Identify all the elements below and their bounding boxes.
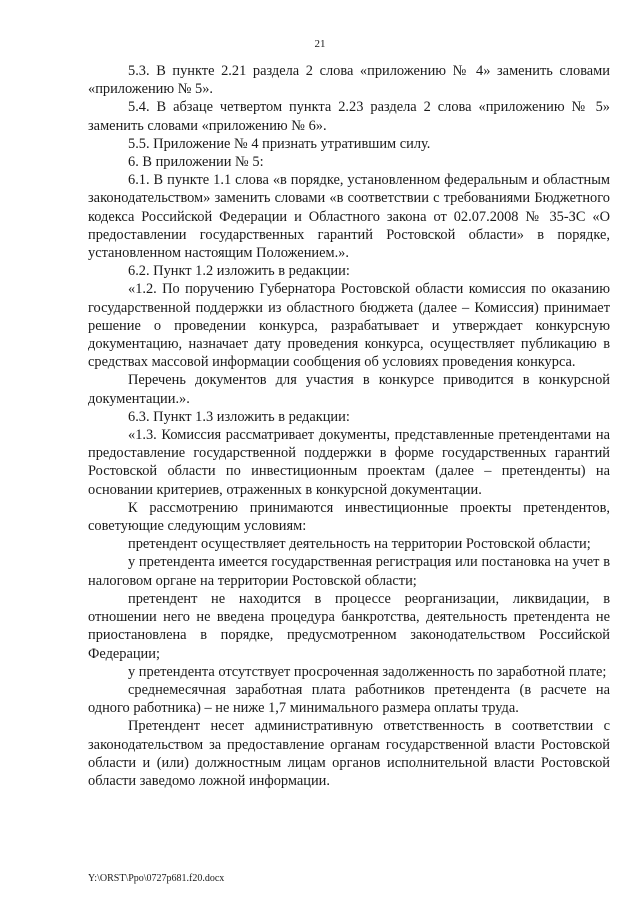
paragraph-6-2: 6.2. Пункт 1.2 изложить в редакции:: [128, 263, 350, 280]
paragraph-5-5: 5.5. Приложение № 4 признать утратившим силу.: [128, 135, 431, 152]
paragraph-6: 6. В приложении № 5:: [128, 154, 264, 171]
paragraph-conditions-intro: К рассмотрению принимаются инвестиционные проекты претендентов, советующие следующим условиям:: [88, 499, 610, 535]
paragraph-5-4: 5.4. В абзаце четвертом пункта 2.23 раздела 2 слова «приложению № 5» заменить словами «приложению № 6».: [88, 99, 610, 134]
paragraph-liability: Претендент несет административную ответственность в соответствии с законодательством за предоставление органам государственной власти Ростовской области и (или) должностным лицам органов исполнительной власти Ростовской области заведомо ложной информации.: [88, 718, 610, 789]
paragraph-6-3: 6.3. Пункт 1.3 изложить в редакции:: [128, 408, 350, 425]
condition-registration: у претендента имеется государственная регистрация или постановка на учет в налоговом органе на территории Ростовской области;: [88, 554, 610, 589]
file-path-footer: Y:\ORST\Ppo\0727p681.f20.docx: [88, 873, 225, 884]
condition-no-wage-arrears: у претендента отсутствует просроченная задолженность по заработной плате;: [128, 663, 607, 680]
paragraph-6-1: 6.1. В пункте 1.1 слова «в порядке, установленном федеральным и областным законодательством» заменить словами «в соответствии с требованиями Бюджетного кодекса Российской Федерации и Областного закона от 02.07.2008 № 35-ЗС «О предоставлении государственных гарантий Ростовской области» в порядке, установленном настоящим Положением.».: [88, 172, 610, 262]
document-body: [88, 62, 610, 790]
paragraph-1-2-quote: «1.2. По поручению Губернатора Ростовской области комиссия по оказанию государственной поддержки из областного бюджета (далее – Комиссия) принимает решение о проведении конкурса, разрабатывает и утверждает конкурсную документацию, назначает дату проведения конкурса, осуществляет публикацию в средствах массовой информации сообщения об условиях проведения конкурса.: [88, 281, 610, 371]
condition-average-wage: среднемесячная заработная плата работников претендента (в расчете на одного работника) – не ниже 1,7 минимального размера оплаты труда.: [88, 681, 610, 717]
paragraph-1-3-quote: «1.3. Комиссия рассматривает документы, представленные претендентами на предоставление государственной поддержки в форме государственных гарантий Ростовской области по инвестиционным проектам (далее – претенденты) на основании критериев, отраженных в конкурсной документации.: [88, 427, 610, 498]
page-number: 21: [314, 38, 326, 50]
paragraph-documents-list: Перечень документов для участия в конкурсе приводится в конкурсной документации.».: [88, 372, 610, 407]
condition-territory: претендент осуществляет деятельность на территории Ростовской области;: [128, 536, 591, 553]
condition-no-reorganization: претендент не находится в процессе реорганизации, ликвидации, в отношении него не введена процедура банкротства, деятельность претендента не приостановлена в порядке, предусмотренном законодательством Российской Федерации;: [88, 590, 610, 662]
paragraph-5-3: 5.3. В пункте 2.21 раздела 2 слова «приложению № 4» заменить словами «приложению № 5».: [88, 63, 610, 98]
